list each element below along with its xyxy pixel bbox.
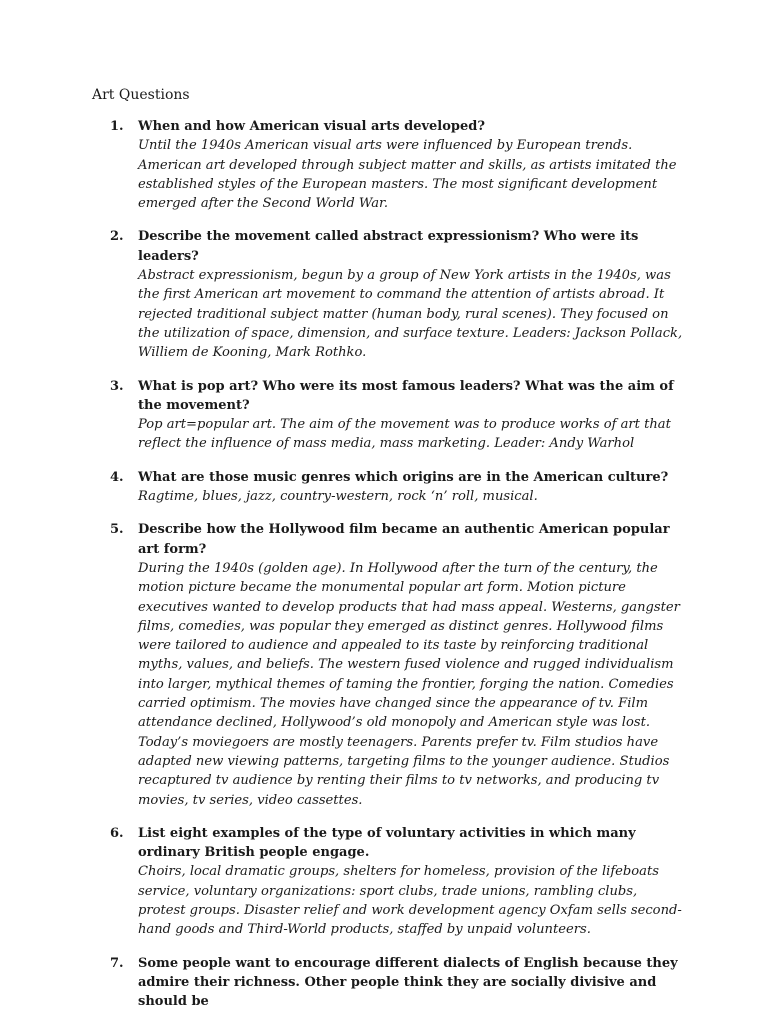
question-number: 4. <box>110 469 124 485</box>
question-text: List eight examples of the type of voluntary activities in which many ordinary British people engage. <box>138 825 636 861</box>
question-number: 2. <box>110 229 124 245</box>
answer-text: Ragtime, blues, jazz, country-western, rock ‘n’ roll, musical. <box>138 489 538 505</box>
answer-text: Pop art=popular art. The aim of the movement was to produce works of art that reflect the influence of mass media, mass marketing. Leader: Andy Warhol <box>138 417 671 452</box>
question-text: Describe how the Hollywood film became an authentic American popular art form? <box>138 522 670 557</box>
question-list <box>110 117 686 1025</box>
question-item <box>110 377 686 454</box>
document-title: Art Questions <box>92 87 190 103</box>
question-item <box>110 117 686 213</box>
answer-text: Until the 1940s American visual arts were influenced by European trends. American art developed through subject matter and skills, as artists imitated the established styles of the European masters. The most significant development emerged after the Second World War. <box>138 138 677 212</box>
answer-text: During the 1940s (golden age). In Hollywood after the turn of the century, the motion picture became the monumental popular art form. Motion picture executives wanted to develop products that had mass appeal. Westerns, gangster films, comedies, was popular they emerged as distinct genres. Hollywood films were tailored to audience and appealed to its taste by reinforcing traditional myths, values, and beliefs. The western fused violence and rugged individualism into larger, mythical themes of taming the frontier, forging the nation. Comedies carried optimism. The movies have changed since the appearance of tv. Film attendance declined, Hollywood’s old monopoly and American style was lost. Today’s moviegoers are mostly teenagers. Parents prefer tv. Film studios have adapted new viewing patterns, targeting films to the younger audience. Studios recaptured tv audience by renting their films to tv networks, and producing tv movies, tv series, video cassettes. <box>138 560 680 808</box>
question-number: 6. <box>110 825 124 841</box>
question-text: When and how American visual arts developed? <box>138 119 485 134</box>
question-item <box>110 468 686 507</box>
question-item <box>110 227 686 362</box>
question-number: 7. <box>110 955 124 971</box>
question-item <box>110 954 686 1012</box>
question-text: What is pop art? Who were its most famous leaders? What was the aim of the movement? <box>138 378 674 413</box>
question-number: 3. <box>110 378 124 394</box>
question-item <box>110 824 686 940</box>
question-text: Describe the movement called abstract expressionism? Who were its leaders? <box>138 229 639 264</box>
question-number: 5. <box>110 522 124 538</box>
question-item <box>110 520 686 809</box>
answer-text: Choirs, local dramatic groups, shelters for homeless, provision of the lifeboats service, voluntary organizations: sport clubs, trade unions, rambling clubs, protest groups. Disaster relief and work development agency Oxfam sells second-hand goods and Third-World products, staffed by unpaid volunteers. <box>138 864 682 938</box>
question-text: Some people want to encourage different dialects of English because they admire their richness. Other people think they are socially divisive and should be <box>138 955 678 1010</box>
answer-text: Abstract expressionism, begun by a group of New York artists in the 1940s, was the first American art movement to command the attention of artists abroad. It rejected traditional subject matter (human body, rural scenes). They focused on the utilization of space, dimension, and surface texture. Leaders: Jackson Pollack, Williem de Kooning, Mark Rothko. <box>138 268 683 361</box>
question-number: 1. <box>110 119 124 134</box>
question-text: What are those music genres which origins are in the American culture? <box>138 469 669 485</box>
